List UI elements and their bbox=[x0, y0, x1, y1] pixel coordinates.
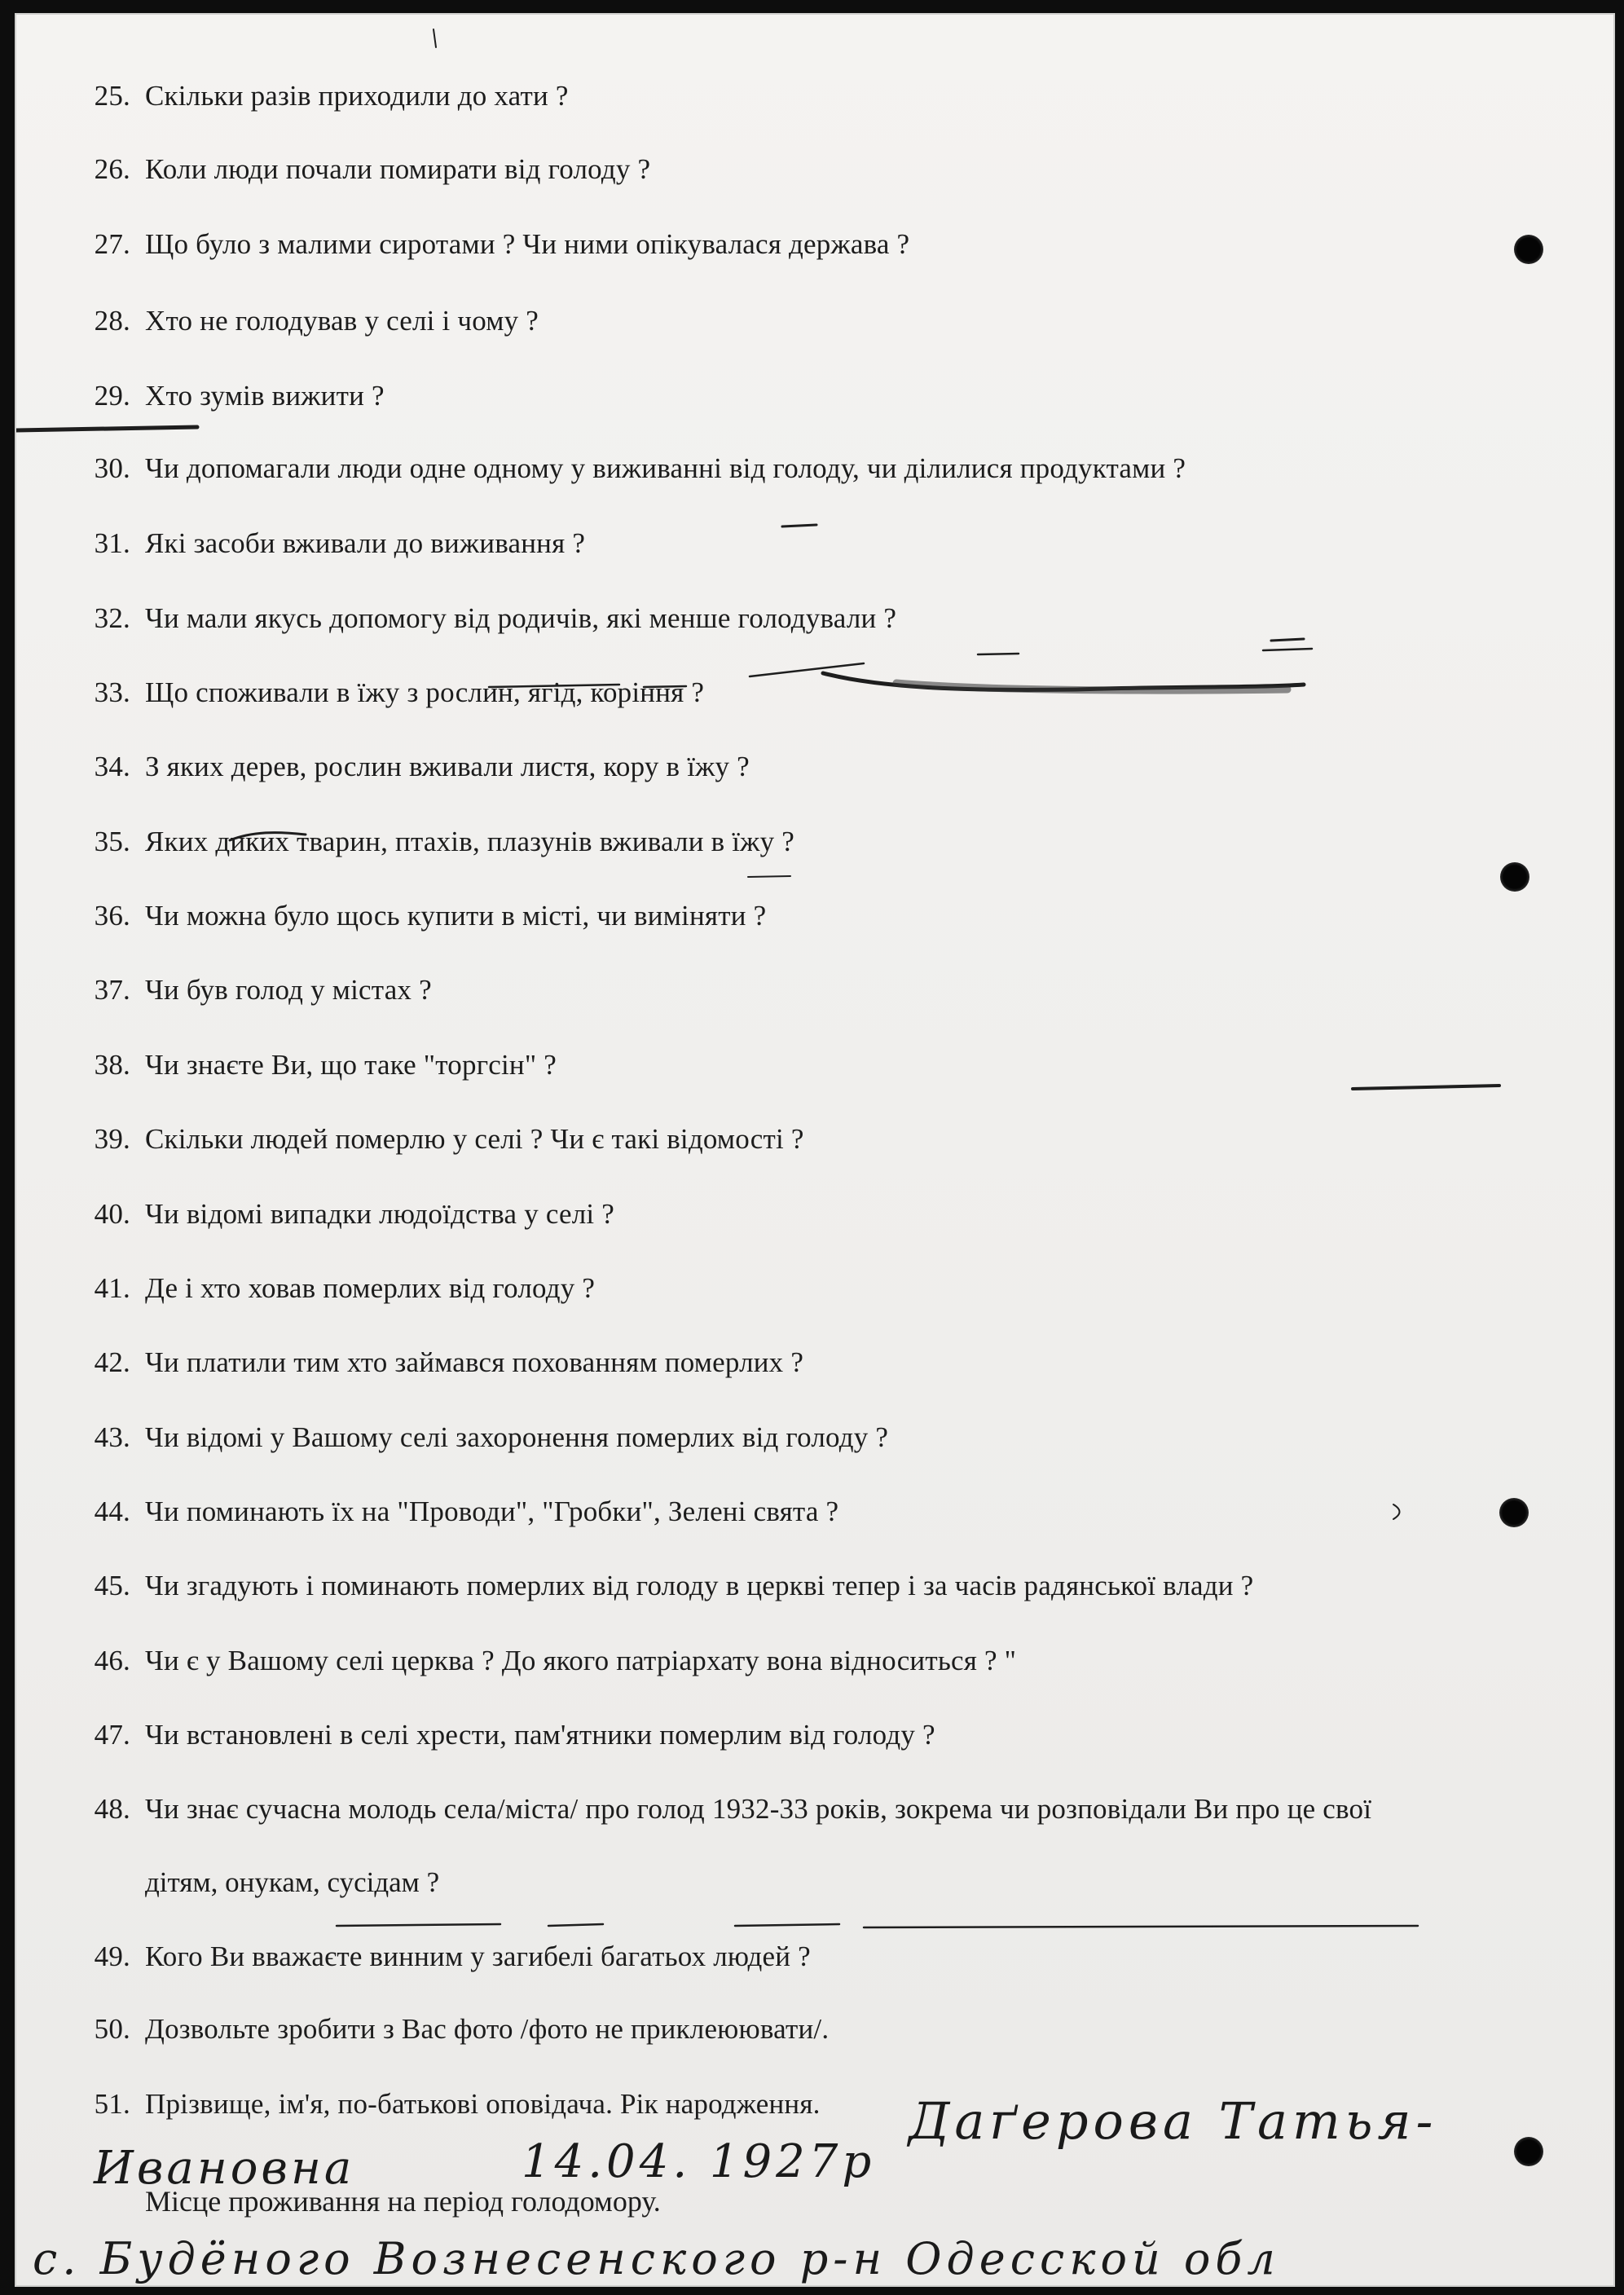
question-number: 33. bbox=[94, 676, 130, 708]
question-text: Хто не голодував у селі і чому ? bbox=[145, 305, 539, 337]
question-text: Чи знаєте Ви, що таке "торгсін" ? bbox=[145, 1049, 557, 1081]
smudge-q33 bbox=[896, 683, 1287, 690]
question-number: 39. bbox=[94, 1123, 130, 1155]
question-number: 51. bbox=[94, 2088, 130, 2120]
question-number: 34. bbox=[94, 751, 130, 782]
question-number: 35. bbox=[94, 826, 130, 857]
question-text: Яких диких тварин, птахів, плазунів вживали в їжу ? bbox=[145, 826, 794, 857]
question-text: Хто зумів вижити ? bbox=[145, 380, 385, 412]
strike-through-q49 bbox=[337, 1924, 1418, 1927]
pen-marks-layer bbox=[16, 15, 1613, 2285]
question-number: 47. bbox=[94, 1719, 130, 1751]
question-number: 27. bbox=[94, 228, 130, 260]
question-number: 40. bbox=[94, 1198, 130, 1230]
question-text: Чи є у Вашому селі церква ? До якого патріархату вона відноситься ? " bbox=[145, 1645, 1017, 1676]
question-number: 38. bbox=[94, 1049, 130, 1081]
question-text: Скільки разів приходили до хати ? bbox=[145, 80, 569, 112]
question-number: 29. bbox=[94, 380, 130, 412]
question-number: 41. bbox=[94, 1272, 130, 1304]
question-text: Дозвольте зробити з Вас фото /фото не приклеюювати/. bbox=[145, 2013, 830, 2045]
pen-dash-q31 bbox=[782, 525, 816, 526]
question-text: Чи платили тим хто займався похованням померлих ? bbox=[145, 1346, 804, 1378]
question-number: 42. bbox=[94, 1346, 130, 1378]
question-text: Чи поминають їх на "Проводи", "Гробки", Зелені свята ? bbox=[145, 1495, 839, 1527]
question-number: 45. bbox=[94, 1570, 130, 1601]
question-number: 46. bbox=[94, 1645, 130, 1676]
pen-dash-q35 bbox=[748, 876, 790, 877]
question-number: 30. bbox=[94, 452, 130, 484]
margin-pen-line bbox=[16, 427, 197, 430]
question-text: Чи допомагали люди одне одному у виживанні від голоду, чи ділилися продуктами ? bbox=[145, 452, 1186, 484]
question-number: 50. bbox=[94, 2013, 130, 2045]
question-number: 48. bbox=[94, 1793, 130, 1825]
question-text: Що було з малими сиротами ? Чи ними опікувалася держава ? bbox=[145, 228, 910, 260]
question-text: Чи мали якусь допомогу від родичів, які менше голодували ? bbox=[145, 602, 897, 634]
question-text: Чи знає сучасна молодь села/міста/ про голод 1932-33 років, зокрема чи розповідали Ви про це свої bbox=[145, 1793, 1372, 1825]
question-number: 49. bbox=[94, 1940, 130, 1972]
handwritten-surname-name: Даґерова Татья- bbox=[909, 2091, 1438, 2151]
question-text: Які засоби вживали до виживання ? bbox=[145, 527, 586, 559]
question-text: Прізвище, ім'я, по-батькові оповідача. Рік народження. bbox=[145, 2088, 821, 2120]
question-text: Чи відомі у Вашому селі захоронення померлих від голоду ? bbox=[145, 1421, 889, 1453]
question-text: З яких дерев, рослин вживали листя, кору в їжу ? bbox=[145, 751, 750, 782]
question-48-continuation: дітям, онукам, сусідам ? bbox=[145, 1866, 440, 1898]
questionnaire-page bbox=[15, 13, 1615, 2287]
pen-dash-q32 bbox=[1271, 639, 1304, 641]
question-number: 28. bbox=[94, 305, 130, 337]
pen-tick-top bbox=[434, 29, 436, 47]
question-text: Що споживали в їжу з рослин, ягід, коріння ? bbox=[145, 676, 705, 708]
question-number: 31. bbox=[94, 527, 130, 559]
question-text: Коли люди почали помирати від голоду ? bbox=[145, 153, 651, 185]
handwritten-birth-date: 14.04. 1927р bbox=[522, 2135, 876, 2188]
handwritten-patronymic: Ивановна bbox=[94, 2142, 355, 2195]
handwritten-residence: с. Будёного Вознесенского р-н Одесской обл bbox=[33, 2233, 1280, 2284]
question-text: Кого Ви вважаєте винним у загибелі багатьох людей ? bbox=[145, 1940, 811, 1972]
question-number: 43. bbox=[94, 1421, 130, 1453]
question-number: 36. bbox=[94, 900, 130, 932]
question-number: 26. bbox=[94, 153, 130, 185]
pen-dash-q33-top bbox=[978, 649, 1312, 654]
question-number: 44. bbox=[94, 1495, 130, 1527]
pen-line-q38 bbox=[1353, 1086, 1499, 1089]
question-number: 32. bbox=[94, 602, 130, 634]
strike-through-q35 bbox=[230, 833, 306, 840]
question-text: Скільки людей померлю у селі ? Чи є такі відомості ? bbox=[145, 1123, 804, 1155]
residence-label: Місце проживання на період голодомору. bbox=[145, 2185, 661, 2218]
question-text: Чи згадують і поминають померлих від голоду в церкві тепер і за часів радянської влади ? bbox=[145, 1570, 1254, 1601]
question-text: Де і хто ховав померлих від голоду ? bbox=[145, 1272, 596, 1304]
strike-through-q33 bbox=[489, 663, 864, 687]
question-text: Чи встановлені в селі хрести, пам'ятники померлим від голоду ? bbox=[145, 1719, 935, 1751]
question-number: 37. bbox=[94, 974, 130, 1006]
question-number: 25. bbox=[94, 80, 130, 112]
question-text: Чи можна було щось купити в місті, чи виміняти ? bbox=[145, 900, 767, 932]
question-text: Чи відомі випадки людоїдства у селі ? bbox=[145, 1198, 615, 1230]
pen-tick-q44 bbox=[1393, 1504, 1400, 1519]
question-text: Чи був голод у містах ? bbox=[145, 974, 432, 1006]
